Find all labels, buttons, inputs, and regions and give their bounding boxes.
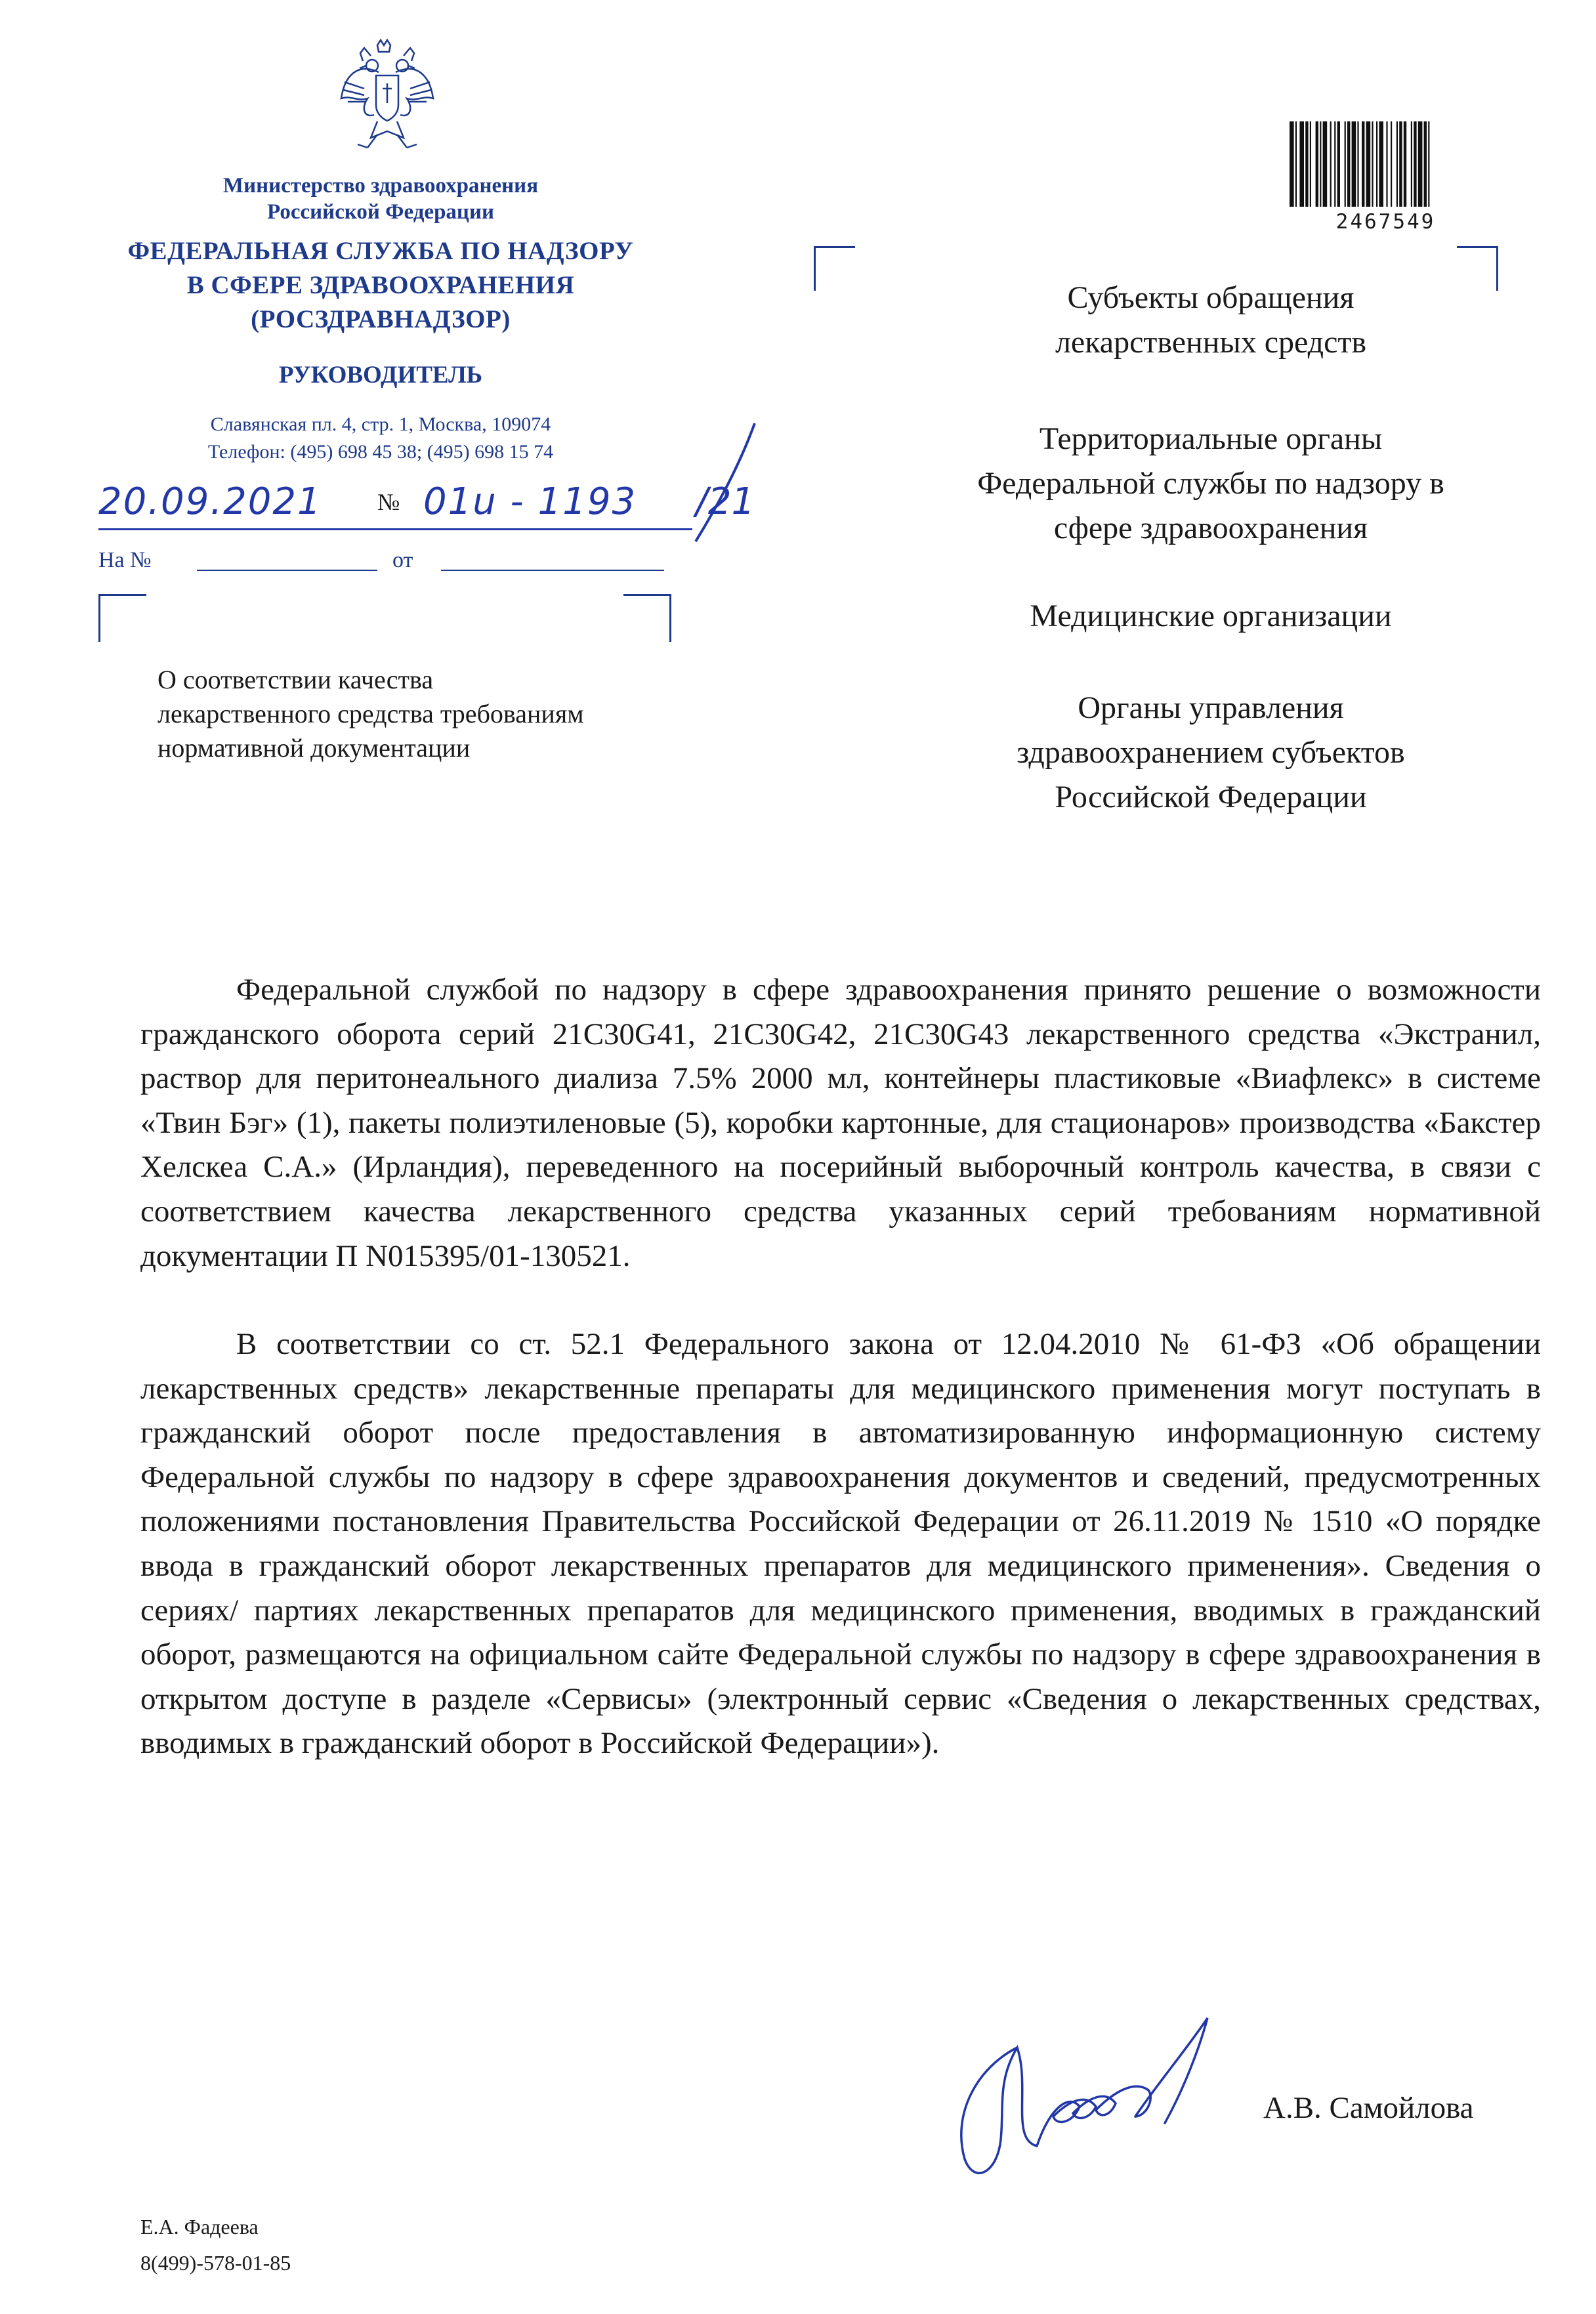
subject-line: нормативной документации: [158, 733, 471, 763]
barcode-bar: [1290, 121, 1294, 207]
addressee-line: Территориальные органы: [1039, 421, 1383, 456]
registration-underline: [98, 528, 692, 530]
barcode-bar: [1362, 121, 1364, 207]
barcode-bar: [1323, 121, 1328, 207]
reference-number-blank: [197, 570, 377, 571]
reference-number-label: На №: [98, 548, 152, 572]
barcode-bar: [1418, 121, 1423, 207]
barcode-bar: [1379, 121, 1383, 207]
barcode-bar: [1320, 121, 1321, 207]
addressee-line: здравоохранением субъектов: [1017, 735, 1405, 770]
ministry-name-line2: Российской Федерации: [267, 200, 494, 224]
body-paragraph: [140, 1322, 1541, 1766]
service-name-line2: В СФЕРЕ ЗДРАВООХРАНЕНИЯ: [186, 271, 575, 299]
registration-date: 20.09.2021: [98, 480, 322, 523]
barcode-bar: [1330, 121, 1332, 207]
barcode-bar: [1347, 121, 1350, 207]
service-address: Славянская пл. 4, стр. 1, Москва, 109074: [210, 413, 551, 435]
addressee-line: лекарственных средств: [1055, 325, 1367, 360]
registration-number-label: №: [377, 489, 400, 515]
barcode-bar: [1386, 121, 1387, 207]
head-title: РУКОВОДИТЕЛЬ: [278, 362, 483, 389]
handwritten-signature: [938, 2008, 1234, 2198]
reference-date-blank: [441, 570, 664, 571]
barcode-number: 2467549: [1335, 210, 1436, 234]
reference-date-label: от: [392, 548, 413, 572]
registration-slash-mark: [669, 420, 788, 545]
state-emblem-icon: [331, 36, 443, 167]
addressee-corner-left: [814, 246, 855, 291]
service-name-line3: (РОСЗДРАВНАДЗОР): [251, 305, 511, 333]
executor-name: Е.А. Фадеева: [140, 2215, 259, 2239]
body-paragraph-text: В соответствии со ст. 52.1 Федерального закона от 12.04.2010 № 61-ФЗ «Об обращении лекарственных средств» лекарственные препараты для медицинского применения могут поступать в гражданский оборот после предоставления в автоматизированную информационную систему Федеральной службы по надзору в сфере здравоохранения документов и сведений, предусмотренных положениями постановления Правительства Российской Федерации от 26.11.2019 № 1510 «О порядке ввода в гражданский оборот лекарственных препаратов для медицинского применения». Сведения о сериях/ партиях лекарственных препаратов для медицинского применения, вводимых в гражданский оборот, размещаются на официальном сайте Федеральной службы по надзору в сфере здравоохранения в открытом доступе в разделе «Сервисы» (электронный сервис «Сведения о лекарственных средствах, вводимых в гражданский оборот в Российской Федерации»).: [140, 1327, 1541, 1761]
barcode-bar: [1411, 121, 1412, 207]
registration-number-suffix: /21: [696, 480, 755, 523]
service-name-line1: ФЕДЕРАЛЬНАЯ СЛУЖБА ПО НАДЗОРУ: [127, 237, 634, 265]
barcode-bar: [1428, 121, 1429, 207]
barcode-bar: [1316, 121, 1318, 207]
addressee-line: Субъекты обращения: [1067, 280, 1354, 315]
addressee-line: Федеральной службы по надзору в: [977, 466, 1444, 501]
barcode-bar: [1372, 121, 1373, 207]
addressee-line: Российской Федерации: [1055, 780, 1367, 814]
executor-phone: 8(499)-578-01-85: [140, 2251, 291, 2275]
barcode-bar: [1376, 121, 1377, 207]
subject-corner-left: [98, 594, 146, 642]
barcode: [1288, 121, 1483, 213]
barcode-bar: [1404, 121, 1406, 207]
barcode-bar: [1310, 121, 1311, 207]
subject-corner-right: [623, 594, 671, 642]
barcode-bar: [1391, 121, 1392, 207]
barcode-bar: [1424, 121, 1427, 207]
addressee-line: Органы управления: [1078, 690, 1344, 725]
signer-name: А.В. Самойлова: [1263, 2091, 1474, 2125]
barcode-bar: [1352, 121, 1356, 207]
body-paragraph: [140, 968, 1541, 1278]
barcode-bar: [1414, 121, 1416, 207]
body-paragraph-text: Федеральной службой по надзору в сфере здравоохранения принято решение о возможности гражданского оборота серий 21C30G41, 21C30G42, 21C30G43 лекарственного средства «Экстранил, раствор для перитонеального диализа 7.5% 2000 мл, контейнеры пластиковые «Виафлекс» в системе «Твин Бэг» (1), пакеты полиэтиленовые (5), коробки картонные, для стационаров» производства «Бакстер Хелскеа С.А.» (Ирландия), переведенного на посерийный выборочный контроль качества, в связи с соответствием качества лекарственного средства указанных серий требованиям нормативной документации П N015395/01-130521.: [140, 973, 1541, 1273]
subject-line: О соответствии качества: [158, 665, 434, 694]
barcode-bar: [1337, 121, 1340, 207]
ministry-name-line1: Министерство здравоохранения: [222, 174, 539, 198]
barcode-bar: [1399, 121, 1402, 207]
barcode-bar: [1334, 121, 1335, 207]
barcode-bar: [1305, 121, 1308, 207]
barcode-bar: [1396, 121, 1398, 207]
barcode-bar: [1345, 121, 1346, 207]
service-phones: Телефон: (495) 698 45 38; (495) 698 15 74: [207, 441, 554, 463]
barcode-bar: [1366, 121, 1371, 207]
addressee-line: сфере здравоохранения: [1053, 511, 1368, 545]
registration-number: 01u - 1193: [423, 480, 637, 523]
subject-line: лекарственного средства требованиям: [158, 699, 584, 728]
barcode-bar: [1357, 121, 1358, 207]
addressee-line: Медицинские организации: [1030, 599, 1392, 633]
barcode-bar: [1295, 121, 1297, 207]
barcode-bar: [1299, 121, 1304, 207]
